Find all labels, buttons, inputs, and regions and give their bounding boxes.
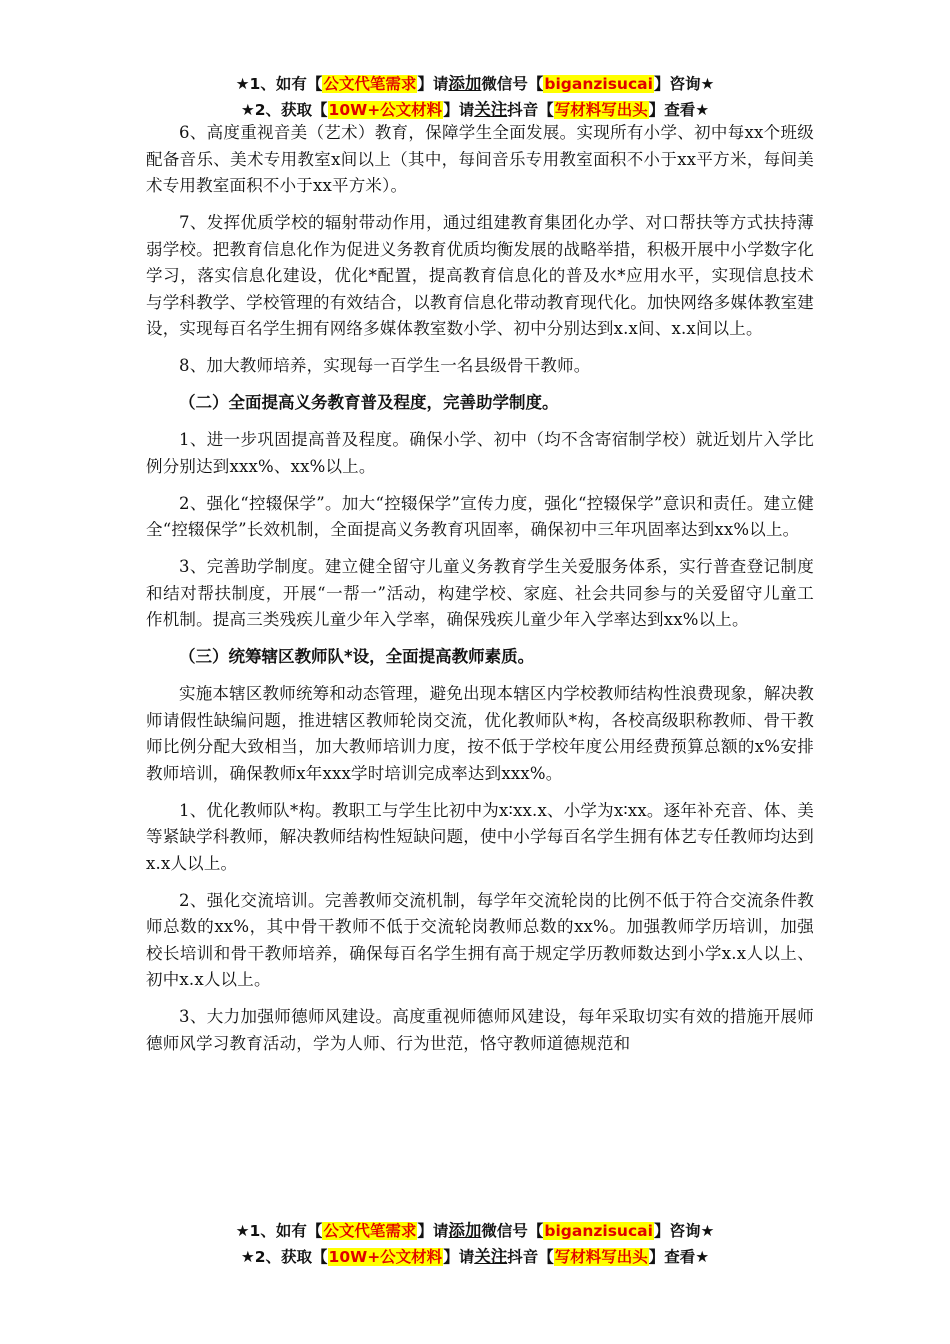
promo-text: 】查看★: [648, 1248, 710, 1266]
section-heading: （二）全面提高义务教育普及程度，完善助学制度。: [179, 393, 559, 412]
promo-text: 】查看★: [648, 101, 710, 119]
document-body: [146, 120, 814, 1068]
paragraph: 8、加大教师培养，实现每一百学生一名县级骨干教师。: [179, 356, 591, 375]
promo-text: 抖音【: [507, 101, 554, 119]
paragraph: 1、优化教师队*构。教职工与学生比初中为x∶xx.x、小学为x∶xx。逐年补充音、体、美等紧缺学科教师，解决教师结构性短缺问题，使中小学每百名学生拥有体艺专任教师均达到x.x人以上。: [146, 800, 814, 873]
promo-emphasis: 添加: [448, 74, 482, 93]
promo-wechat-id: biganzisucai: [544, 75, 653, 93]
promo-line-1: [0, 1218, 950, 1244]
promo-text: ★2、获取【: [240, 1248, 328, 1266]
paragraph: 3、大力加强师德师风建设。高度重视师德师风建设，每年采取切实有效的措施开展师德师风学习教育活动，学为人师、行为世范，恪守教师道德规范和: [146, 1007, 814, 1053]
promo-text: ★2、获取【: [240, 101, 328, 119]
paragraph: 7、发挥优质学校的辐射带动作用，通过组建教育集团化办学、对口帮扶等方式扶持薄弱学校。把教育信息化作为促进义务教育优质均衡发展的战略举措，积极开展中小学数字化学习，落实信息化建设，优化*配置，提高教育信息化的普及水*应用水平，实现信息技术与学科教学、学校管理的有效结合，以教育信息化带动教育现代化。加快网络多媒体教室建设，实现每百名学生拥有网络多媒体教室数小学、初中分别达到x.x间、x.x间以上。: [146, 213, 814, 338]
paragraph: 6、高度重视音美（艺术）教育，保障学生全面发展。实现所有小学、初中每xx个班级配备音乐、美术专用教室x间以上（其中，每间音乐专用教室面积不小于xx平方米，每间美术专用教室面积不小于xx平方米）。: [146, 123, 814, 195]
promo-text: ★1、如有【: [235, 1222, 323, 1240]
promo-emphasis: 关注: [474, 1247, 508, 1266]
promo-line-2: [0, 1244, 950, 1270]
paragraph: 实施本辖区教师统筹和动态管理，避免出现本辖区内学校教师结构性浪费现象，解决教师请假性缺编问题，推进辖区教师轮岗交流，优化教师队*构，各校高级职称教师、骨干教师比例分配大致相当，加大教师培训力度，按不低于学校年度公用经费预算总额的x%安排教师培训，确保教师x年xxx学时培训完成率达到xxx%。: [146, 684, 814, 783]
promo-text: 微信号【: [481, 1222, 544, 1240]
paragraph: 3、完善助学制度。建立健全留守儿童义务教育学生关爱服务体系，实行普查登记制度和结对帮扶制度，开展“一帮一”活动，构建学校、家庭、社会共同参与的关爱留守儿童工作机制。提高三类残疾儿童少年入学率，确保残疾儿童少年入学率达到xx%以上。: [146, 557, 814, 629]
paragraph: 2、强化交流培训。完善教师交流机制，每学年交流轮岗的比例不低于符合交流条件教师总数的xx%，其中骨干教师不低于交流轮岗教师总数的xx%。加强教师学历培训，加强校长培训和骨干教师培养，确保每百名学生拥有高于规定学历教师数达到小学x.x人以上、初中x.x人以上。: [146, 890, 814, 989]
promo-douyin-id: 写材料写出头: [554, 1248, 648, 1266]
paragraph: 2、强化“控辍保学”。加大“控辍保学”宣传力度，强化“控辍保学”意识和责任。建立健全“控辍保学”长效机制，全面提高义务教育巩固率，确保初中三年巩固率达到xx%以上。: [146, 493, 814, 539]
promo-text: ★1、如有【: [235, 75, 323, 93]
promo-douyin-id: 写材料写出头: [554, 101, 648, 119]
promo-text: 微信号【: [481, 75, 544, 93]
paragraph: 1、进一步巩固提高普及程度。确保小学、初中（均不含寄宿制学校）就近划片入学比例分别达到xxx%、xx%以上。: [146, 430, 814, 476]
promo-text: 】咨询★: [653, 75, 715, 93]
promo-text: 】请: [443, 1248, 475, 1266]
promo-text: 】请: [417, 1222, 449, 1240]
promo-text: 】请: [443, 101, 475, 119]
promo-highlight: 10W+公文材料: [328, 1248, 443, 1266]
promo-highlight: 公文代笔需求: [323, 75, 417, 93]
promo-banner-bottom: [0, 1218, 950, 1270]
promo-wechat-id: biganzisucai: [544, 1222, 653, 1240]
section-heading: （三）统筹辖区教师队*设，全面提高教师素质。: [179, 647, 535, 666]
promo-text: 】咨询★: [653, 1222, 715, 1240]
promo-text: 抖音【: [507, 1248, 554, 1266]
promo-emphasis: 关注: [474, 100, 508, 119]
promo-banner-top: [0, 71, 950, 123]
promo-highlight: 10W+公文材料: [328, 101, 443, 119]
promo-line-1: [0, 71, 950, 97]
promo-text: 】请: [417, 75, 449, 93]
promo-emphasis: 添加: [448, 1221, 482, 1240]
promo-highlight: 公文代笔需求: [323, 1222, 417, 1240]
